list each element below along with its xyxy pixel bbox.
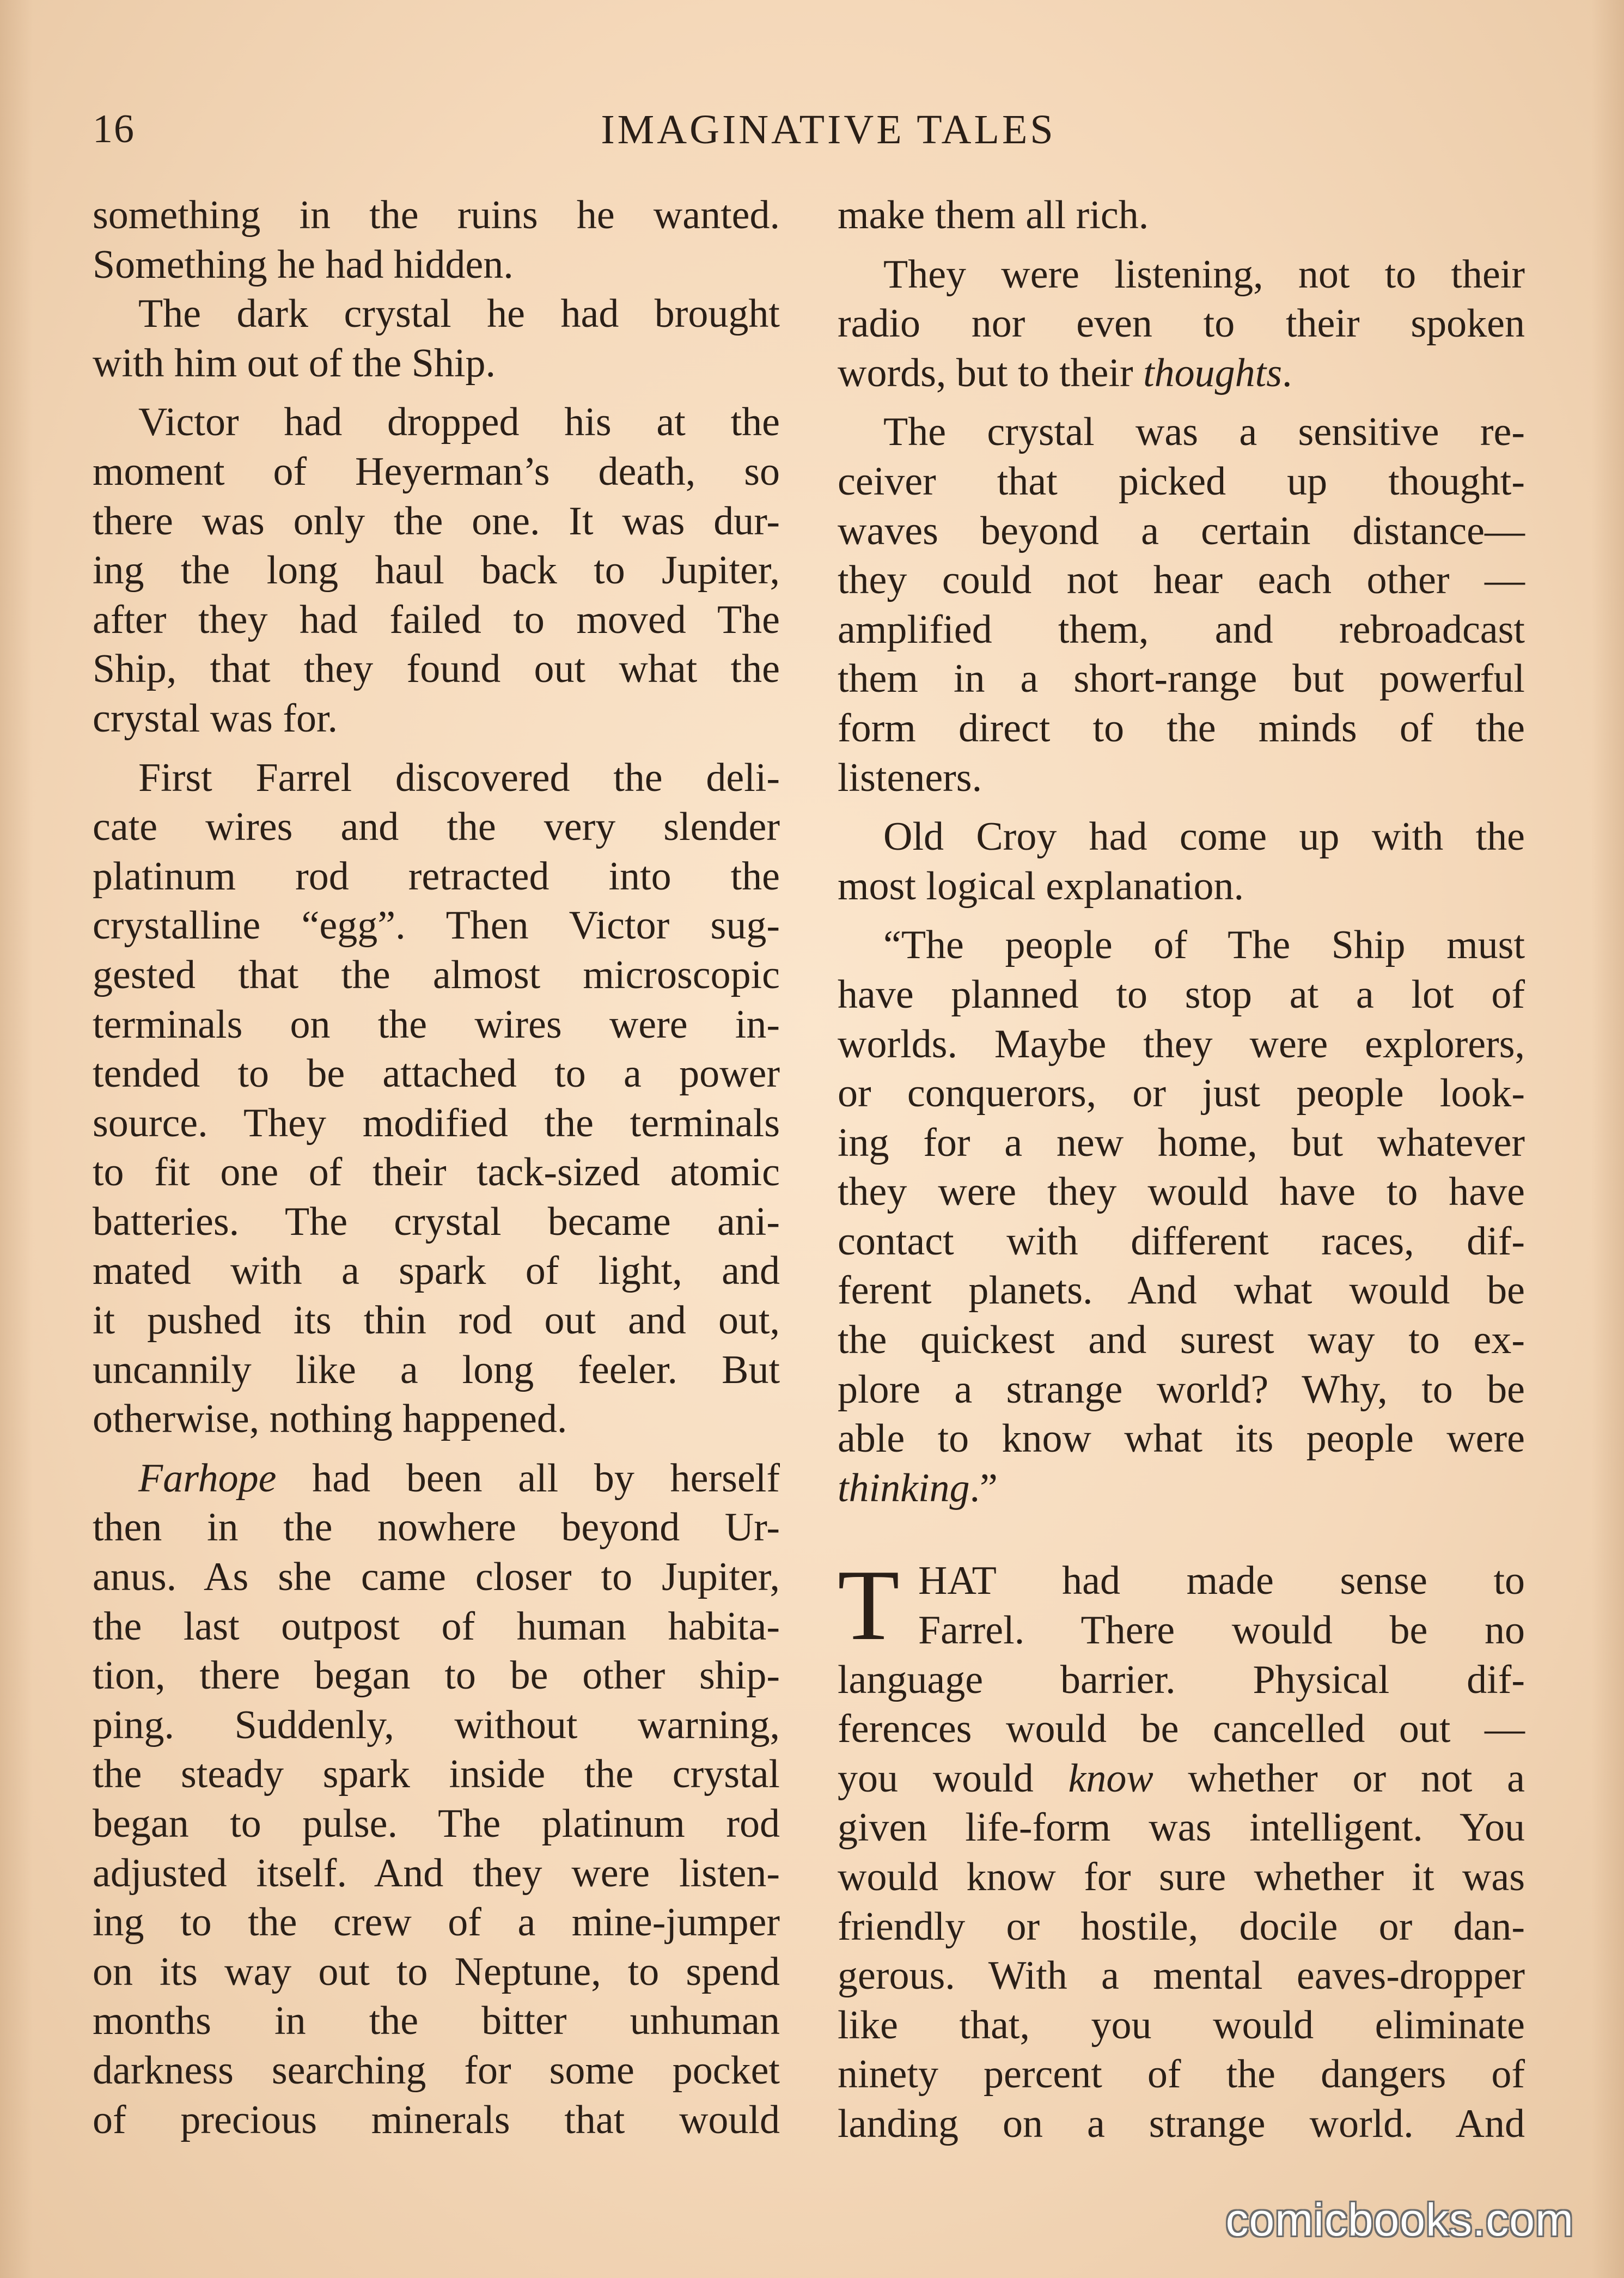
text-line: form direct to the minds of the — [838, 705, 1525, 751]
text-line: batteries. The crystal became ani- — [93, 1199, 780, 1244]
text-line: ing the long haul back to Jupiter, — [93, 548, 780, 593]
text-line: listeners. — [838, 755, 982, 800]
text-line: plore a strange world? Why, to be — [838, 1367, 1525, 1412]
text-line: Victor had dropped his at the — [138, 400, 780, 445]
text-line: ninety percent of the dangers of — [838, 2052, 1525, 2097]
text-line: ferences would be cancelled out — — [838, 1707, 1525, 1752]
text-line: something in the ruins he wanted. — [93, 193, 780, 237]
watermark-logo: comicbooks.com — [1225, 2194, 1574, 2245]
text-line: Old Croy had come up with the — [883, 814, 1525, 860]
drop-cap-letter: T — [838, 1549, 900, 1662]
text-line: terminals on the wires were in- — [93, 1002, 780, 1047]
text-line: mated with a spark of light, and — [93, 1248, 780, 1294]
text-line: the last outpost of human habita- — [93, 1604, 780, 1649]
text-fragment: .” — [969, 1465, 998, 1510]
text-line: tended to be attached to a power — [93, 1051, 780, 1097]
text-line: platinum rod retracted into the — [93, 854, 780, 899]
text-line: uncannily like a long feeler. But — [93, 1347, 780, 1392]
text-line: gested that the almost microscopic — [93, 952, 780, 997]
text-line: the steady spark inside the crystal — [93, 1752, 780, 1797]
page-edge-shadow-right — [1591, 0, 1624, 2278]
emphasis-thinking: thinking — [838, 1465, 970, 1510]
text-line: worlds. Maybe they were explorers, — [838, 1021, 1525, 1067]
text-line: ping. Suddenly, without warning, — [93, 1702, 780, 1747]
text-line: moment of Heyerman’s death, so — [93, 449, 780, 494]
text-line: like that, you would eliminate — [838, 2002, 1525, 2048]
text-fragment: you would — [838, 1756, 1069, 1801]
text-line: after they had failed to moved The — [93, 597, 780, 642]
text-line: adjusted itself. And they were listen- — [93, 1850, 780, 1896]
text-line: ferent planets. And what would be — [838, 1268, 1525, 1313]
page-edge-shadow-left — [0, 0, 33, 2278]
text-line: waves beyond a certain distance— — [838, 508, 1525, 553]
text-line: “The people of The Ship must — [883, 923, 1525, 968]
text-line — [838, 1464, 1525, 1513]
text-line: friendly or hostile, docile or dan- — [838, 1904, 1525, 1949]
text-line: The dark crystal he had brought — [138, 291, 780, 337]
text-line: contact with different races, dif- — [838, 1219, 1525, 1264]
text-line — [93, 1454, 780, 1503]
ship-name-farhope: Farhope — [138, 1455, 277, 1501]
text-line: it pushed its thin rod out and out, — [93, 1298, 780, 1343]
page-header — [93, 106, 1526, 161]
page-number: 16 — [93, 107, 135, 151]
text-line: crystal was for. — [93, 696, 338, 741]
text-line: make them all rich. — [838, 193, 1149, 237]
text-fragment: had been all by herself — [276, 1455, 780, 1501]
right-column — [838, 191, 1525, 2149]
text-line: of precious minerals that would — [93, 2097, 780, 2142]
text-line: source. They modified the terminals — [93, 1100, 780, 1146]
text-line: to fit one of their tack-sized atomic — [93, 1150, 780, 1195]
text-line: landing on a strange world. And — [838, 2101, 1525, 2146]
text-line: ing to the crew of a mine-jumper — [93, 1900, 780, 1945]
text-line: They were listening, not to their — [883, 252, 1525, 297]
text-line: they could not hear each other — — [838, 558, 1525, 603]
text-line: months in the bitter unhuman — [93, 1999, 780, 2044]
emphasis-thoughts: thoughts — [1143, 350, 1283, 395]
text-line: able to know what its people were — [838, 1416, 1525, 1461]
text-line: or conquerors, or just people look- — [838, 1071, 1525, 1116]
text-line: given life-form was intelligent. You — [838, 1805, 1525, 1850]
text-line: anus. As she came closer to Jupiter, — [93, 1555, 780, 1600]
text-line — [838, 349, 1525, 398]
text-line: would know for sure whether it was — [838, 1855, 1525, 1899]
text-line: tion, there began to be other ship- — [93, 1653, 780, 1698]
text-line: language barrier. Physical dif- — [838, 1657, 1525, 1702]
text-line: gerous. With a mental eaves-dropper — [838, 1953, 1525, 1999]
text-line: then in the nowhere beyond Ur- — [93, 1505, 780, 1550]
text-line: on its way out to Neptune, to spend — [93, 1949, 780, 1994]
text-line: darkness searching for some pocket — [93, 2048, 780, 2093]
text-line: otherwise, nothing happened. — [93, 1397, 567, 1442]
text-line: began to pulse. The platinum rod — [93, 1801, 780, 1846]
text-line: Ship, that they found out what the — [93, 647, 780, 692]
text-line: cate wires and the very slender — [93, 805, 780, 850]
text-line: The crystal was a sensitive re- — [883, 410, 1525, 455]
text-line: Farrel. There would be no — [918, 1608, 1525, 1653]
text-line: HAT had made sense to — [918, 1558, 1525, 1604]
text-line: most logical explanation. — [838, 863, 1244, 909]
section-opening — [838, 1549, 1525, 2148]
left-column — [93, 191, 780, 2145]
text-line: the quickest and surest way to ex- — [838, 1318, 1525, 1363]
text-line: they were they would have to have — [838, 1170, 1525, 1215]
emphasis-know: know — [1068, 1756, 1153, 1801]
text-fragment: words, but to their — [838, 350, 1144, 395]
text-fragment: whether or not a — [1153, 1756, 1525, 1801]
text-line: First Farrel discovered the deli- — [138, 755, 780, 800]
running-title: IMAGINATIVE TALES — [601, 107, 1056, 153]
text-line: amplified them, and rebroadcast — [838, 607, 1525, 652]
text-line: ing for a new home, but whatever — [838, 1120, 1525, 1165]
text-line — [838, 1754, 1525, 1804]
text-line: ceiver that picked up thought- — [838, 459, 1525, 504]
text-line: crystalline “egg”. Then Victor sug- — [93, 903, 780, 948]
text-line: Something he had hidden. — [93, 242, 514, 287]
text-line: radio nor even to their spoken — [838, 301, 1525, 346]
text-line: have planned to stop at a lot of — [838, 972, 1525, 1017]
text-fragment: . — [1282, 350, 1292, 395]
text-line: with him out of the Ship. — [93, 340, 496, 386]
text-line: them in a short-range but powerful — [838, 656, 1525, 702]
text-line: there was only the one. It was dur- — [93, 498, 780, 544]
